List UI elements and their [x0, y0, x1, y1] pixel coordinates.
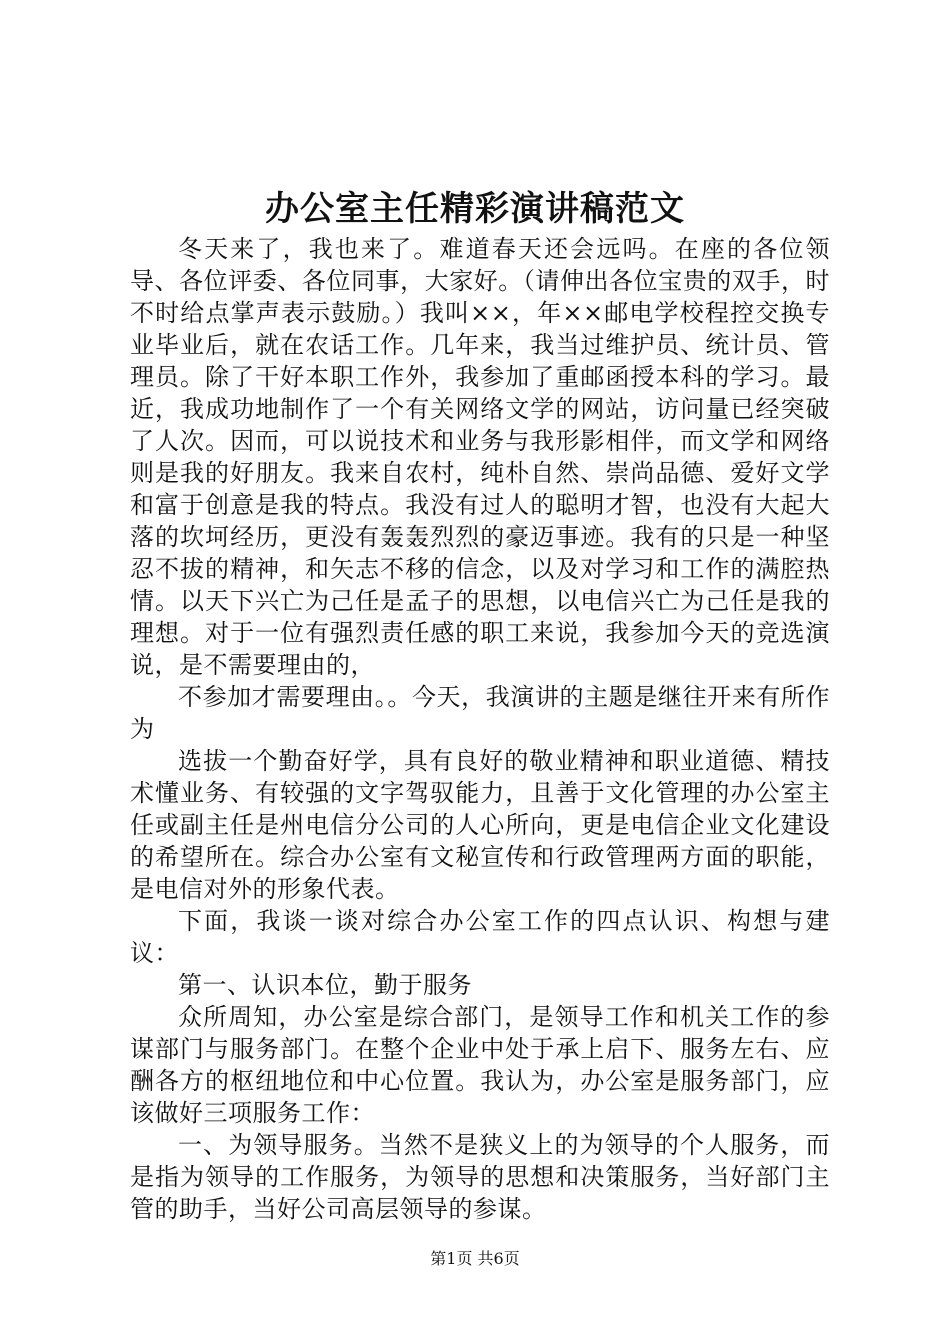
- document-body: [130, 233, 830, 1225]
- page-number-footer: 第1页 共6页: [430, 1249, 520, 1268]
- document-title: 办公室主任精彩演讲稿范文: [265, 189, 685, 229]
- paragraph: 众所周知，办公室是综合部门，是领导工作和机关工作的参谋部门与服务部门。在整个企业中处于承上启下、服务左右、应酬各方的枢纽地位和中心位置。我认为，办公室是服务部门，应该做好三项服务工作：: [130, 1003, 830, 1127]
- paragraph: 下面，我谈一谈对综合办公室工作的四点认识、构想与建议：: [130, 907, 830, 967]
- paragraph: 选拔一个勤奋好学，具有良好的敬业精神和职业道德、精技术懂业务、有较强的文字驾驭能力，且善于文化管理的办公室主任或副主任是州电信分公司的人心所向，更是电信企业文化建设的希望所在。综合办公室有文秘宣传和行政管理两方面的职能，是电信对外的形象代表。: [130, 747, 830, 903]
- paragraph: 冬天来了，我也来了。难道春天还会远吗。在座的各位领导、各位评委、各位同事，大家好。（请伸出各位宝贵的双手，时不时给点掌声表示鼓励。）我叫××，年××邮电学校程控交换专业毕业后，就在农话工作。几年来，我当过维护员、统计员、管理员。除了干好本职工作外，我参加了重邮函授本科的学习。最近，我成功地制作了一个有关网络文学的网站，访问量已经突破了人次。因而，可以说技术和业务与我形影相伴，而文学和网络则是我的好朋友。我来自农村，纯朴自然、崇尚品德、爱好文学和富于创意是我的特点。我没有过人的聪明才智，也没有大起大落的坎坷经历，更没有轰轰烈烈的豪迈事迹。我有的只是一种坚忍不拔的精神，和矢志不移的信念，以及对学习和工作的满腔热情。以天下兴亡为己任是孟子的思想，以电信兴亡为己任是我的理想。对于一位有强烈责任感的职工来说，我参加今天的竞选演说，是不需要理由的，: [130, 235, 830, 679]
- section-heading: 第一、认识本位，勤于服务: [178, 971, 472, 999]
- paragraph: 一、为领导服务。当然不是狭义上的为领导的个人服务，而是指为领导的工作服务，为领导的思想和决策服务，当好部门主管的助手，当好公司高层领导的参谋。: [130, 1131, 830, 1223]
- paragraph: 不参加才需要理由。。今天，我演讲的主题是继往开来有所作为: [130, 683, 830, 743]
